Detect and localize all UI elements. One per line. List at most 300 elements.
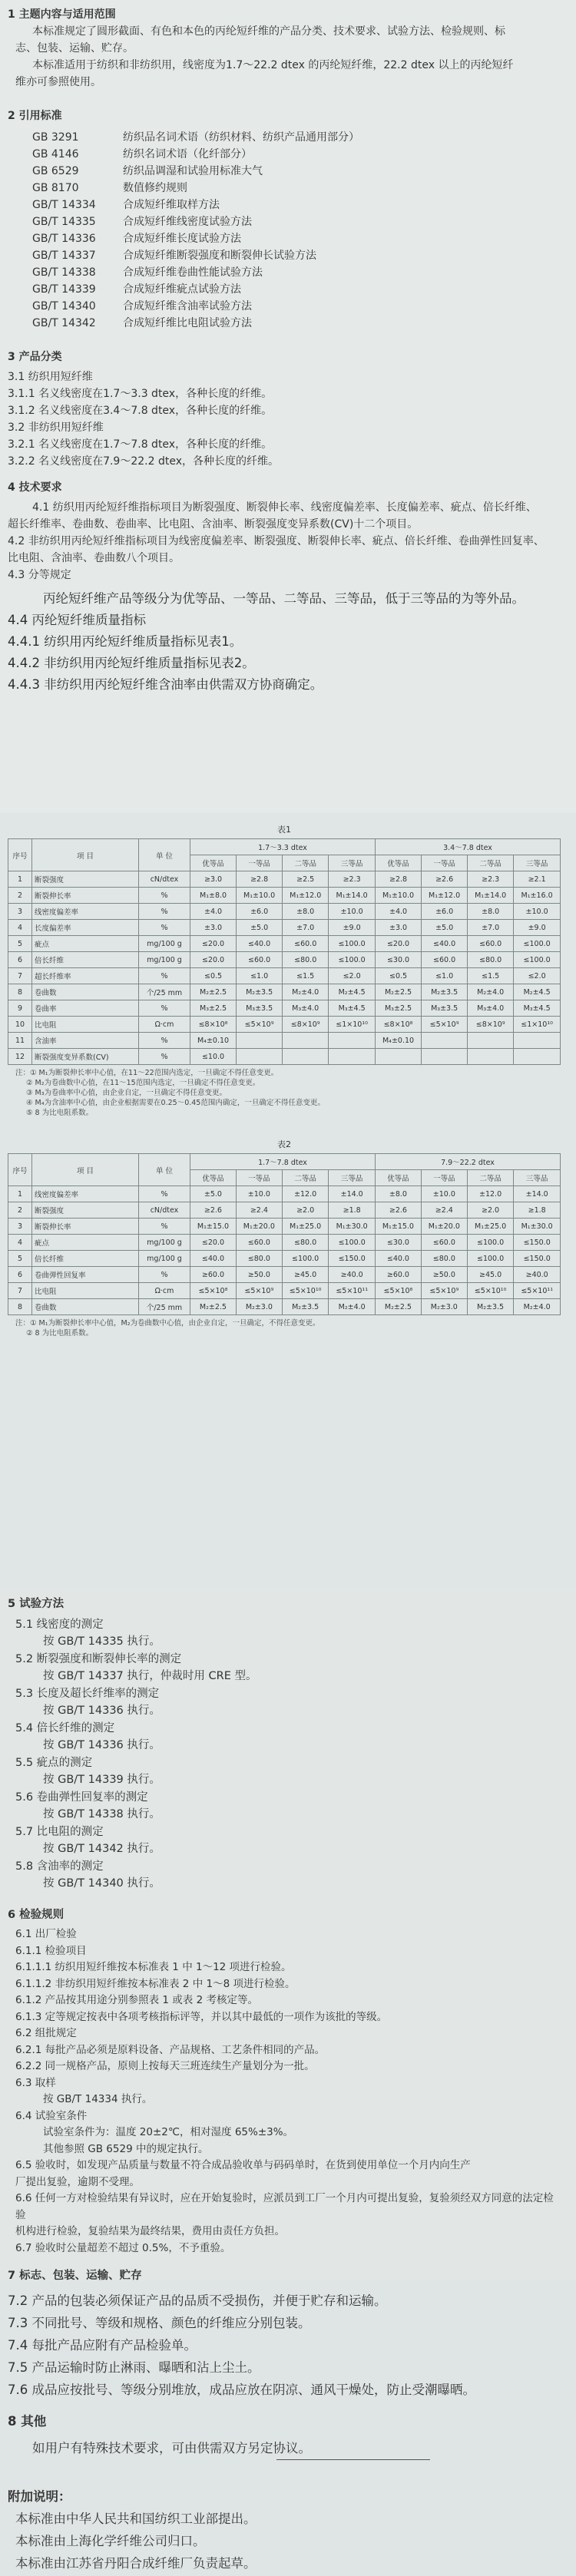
clause-detail: 其他参照 GB 6529 中的规定执行。	[43, 2142, 209, 2155]
clause: 5.7 比电阻的测定	[15, 1825, 104, 1838]
table-cell: M₃±4.5	[329, 1000, 376, 1017]
table-cell: M₁±25.0	[282, 1219, 329, 1235]
clause-detail: 按 GB/T 14340 执行。	[43, 1877, 161, 1890]
table-cell: ≤100.0	[329, 952, 376, 968]
table-cell: M₂±3.5	[282, 1299, 329, 1315]
table-cell: ≤5×10⁸	[190, 1283, 237, 1299]
table-2-notes	[15, 1318, 576, 1338]
clause: 机构进行检验，复验结果为最终结果，费用由责任方负担。	[15, 2225, 285, 2237]
table-1	[8, 838, 561, 1065]
table-cell: ≤100.0	[329, 936, 376, 952]
table-cell: ±8.0	[468, 904, 514, 920]
table-cell: M₂±3.5	[467, 1299, 514, 1315]
heading-classification: 3 产品分类	[8, 351, 62, 363]
table-cell: ≥2.6	[422, 871, 468, 888]
clause: 5.8 含油率的测定	[15, 1860, 104, 1873]
table-cell: ≤40.0	[237, 936, 283, 952]
clause-detail: 按 GB/T 14336 执行。	[43, 1739, 161, 1751]
table-cell: 卷曲率	[32, 1000, 139, 1017]
table-cell	[468, 1049, 514, 1065]
table-cell: ≥50.0	[421, 1267, 467, 1283]
table-row	[8, 936, 561, 952]
table-cell: ≤1.5	[468, 968, 514, 984]
paragraph: 本标准规定了圆形截面、有色和本色的丙纶短纤维的产品分类、技术要求、试验方法、检验规则、标	[32, 25, 505, 38]
table-row	[8, 1235, 561, 1251]
heading-test-methods: 5 试验方法	[8, 1598, 65, 1610]
table-cell: ±10.0	[329, 904, 376, 920]
table-cell: ±6.0	[237, 904, 283, 920]
table-cell	[329, 1049, 376, 1065]
table-cell: ≥2.3	[468, 871, 514, 888]
table-cell: %	[139, 1000, 190, 1017]
table-cell: 疵点	[32, 936, 139, 952]
table-cell: M₂±3.0	[421, 1299, 467, 1315]
table-cell: ≥2.6	[375, 1202, 421, 1219]
paragraph: 4.2 非纺织用丙纶短纤维指标项目为线密度偏差率、断裂强度、断裂伸长率、疵点、倍长纤维、卷曲弹性回复率、	[8, 535, 545, 547]
table-cell: ±5.0	[422, 920, 468, 936]
table-cell: M₃±4.0	[283, 1000, 329, 1017]
clause: 7.2 产品的包装必须保证产品的品质不受损伤，并便于贮存和运输。	[8, 2293, 387, 2308]
table-cell	[422, 1033, 468, 1049]
clause-detail: 按 GB/T 14338 执行。	[43, 1808, 161, 1820]
col-group-header: 1.7～3.3 dtex	[190, 839, 376, 855]
clause-detail: 按 GB/T 14339 执行。	[43, 1774, 161, 1786]
table-row	[8, 871, 561, 888]
table-cell: ≤100.0	[282, 1251, 329, 1267]
table-cell: 1	[8, 871, 32, 888]
table-cell: ±8.0	[283, 904, 329, 920]
table-cell: ≤1.0	[422, 968, 468, 984]
table-row	[8, 1017, 561, 1033]
clause-detail: 按 GB/T 14337 执行，仲裁时用 CRE 型。	[43, 1670, 257, 1682]
table-cell: ≤1×10¹⁰	[329, 1017, 376, 1033]
paragraph: 维亦可参照使用。	[15, 76, 101, 88]
table-cell	[329, 1033, 376, 1049]
table-cell: ≤40.0	[375, 1251, 421, 1267]
table-row	[8, 1299, 561, 1315]
table-cell	[237, 1049, 283, 1065]
table-cell: M₂±4.5	[329, 984, 376, 1000]
table-cell: M₁±20.0	[421, 1219, 467, 1235]
table-cell: 9	[8, 1000, 32, 1017]
table-cell: ≤8×10⁸	[375, 1017, 421, 1033]
clause: 7.5 产品运输时防止淋雨、曝晒和沾上尘土。	[8, 2360, 260, 2375]
section-tables	[0, 812, 576, 1588]
table-cell: 7	[8, 1283, 32, 1299]
table-cell: 4	[8, 920, 32, 936]
note-line: ⑤ 8 为比电阻系数。	[26, 1109, 94, 1117]
clause: 4.4.1 纺织用丙纶短纤维质量指标见表1。	[8, 634, 243, 649]
clause-detail: 试验室条件为：温度 20±2℃，相对湿度 65%±3%。	[43, 2126, 294, 2138]
table-cell: ≥40.0	[514, 1267, 561, 1283]
table-cell: ≤1×10¹⁰	[514, 1017, 561, 1033]
table-cell	[422, 1049, 468, 1065]
table-cell: ±6.0	[422, 904, 468, 920]
table-cell: ≤80.0	[236, 1251, 282, 1267]
table-cell: ≥2.8	[375, 871, 421, 888]
paragraph: 超长纤维率、卷曲数、卷曲率、比电阻、含油率、断裂强度变异系数(CV)十二个项目。	[8, 518, 419, 531]
table-cell: ≤60.0	[283, 936, 329, 952]
table-cell: ≤80.0	[283, 952, 329, 968]
table-cell: ≤1.0	[237, 968, 283, 984]
table-cell: ≤80.0	[282, 1235, 329, 1251]
table-cell: ≥1.8	[514, 1202, 561, 1219]
grade-header: 三等品	[329, 855, 376, 871]
table-cell: M₁±10.0	[375, 888, 421, 904]
table-cell: ±10.0	[514, 904, 561, 920]
table-2	[8, 1153, 561, 1315]
table-cell: %	[139, 1049, 190, 1065]
reference-item: GB 6529 纺织品调湿和试验用标准大气	[32, 165, 263, 177]
table-cell: ≤5×10⁹	[237, 1017, 283, 1033]
grade-header: 优等品	[375, 1170, 421, 1186]
grade-header: 二等品	[283, 855, 329, 871]
table-cell: ≤30.0	[375, 1235, 421, 1251]
table-cell: M₂±2.5	[190, 1299, 237, 1315]
paragraph: 志、包装、运输、贮存。	[15, 42, 134, 55]
table-cell: ≤1.5	[283, 968, 329, 984]
table-cell: ≥45.0	[282, 1267, 329, 1283]
clause: 6.1.1.2 非纺织用短纤维按本标准表 2 中 1～8 项进行检验。	[15, 1977, 296, 1990]
table-cell: ≤20.0	[190, 1235, 237, 1251]
clause: 7.3 不同批号、等级和规格、颜色的纤维应分别包装。	[8, 2316, 311, 2330]
clause-detail: 按 GB/T 14336 执行。	[43, 1705, 161, 1717]
col-group-header: 7.9～22.2 dtex	[375, 1154, 560, 1170]
paragraph: 如用户有特殊技术要求，可由供需双方另定协议。	[32, 2441, 311, 2455]
clause: 6.3 取样	[15, 2076, 56, 2089]
table-cell: ±4.0	[190, 904, 237, 920]
clause: 6.2.1 每批产品必须是原料设备、产品规格、工艺条件相同的产品。	[15, 2043, 326, 2056]
heading-marking-packaging: 7 标志、包装、运输、贮存	[8, 2270, 142, 2280]
table-cell: 疵点	[32, 1235, 139, 1251]
table-cell: ≤150.0	[514, 1251, 561, 1267]
table-cell: Ω·cm	[139, 1017, 190, 1033]
table-cell: 6	[8, 952, 32, 968]
table-cell: ≤80.0	[421, 1251, 467, 1267]
table-cell: ≥2.8	[237, 871, 283, 888]
table-cell: M₃±2.5	[190, 1000, 237, 1017]
table-cell: M₁±20.0	[236, 1219, 282, 1235]
clause: 4.4.2 非纺织用丙纶短纤维质量指标见表2。	[8, 656, 255, 670]
table-cell: ≤8×10⁹	[468, 1017, 514, 1033]
table-cell: M₃±2.5	[375, 1000, 421, 1017]
table-cell: %	[139, 1219, 190, 1235]
table-cell: 长度偏差率	[32, 920, 139, 936]
table-cell: ≤100.0	[514, 936, 561, 952]
table-cell: M₂±3.5	[237, 984, 283, 1000]
table-cell: M₁±15.0	[190, 1219, 237, 1235]
table-cell: M₁±14.0	[468, 888, 514, 904]
table-row	[8, 904, 561, 920]
clause: 6.1.2 产品按其用途分别参照表 1 或表 2 考核定等。	[15, 1994, 258, 2006]
table-cell	[237, 1033, 283, 1049]
table-cell: M₁±10.0	[237, 888, 283, 904]
table-cell: ≤5×10¹¹	[329, 1283, 376, 1299]
section-packaging-and-notes	[0, 2280, 576, 2576]
table-cell	[514, 1049, 561, 1065]
table-cell: ±7.0	[283, 920, 329, 936]
table-cell: M₄±0.10	[375, 1033, 421, 1049]
table-cell: M₁±12.0	[422, 888, 468, 904]
table-2-caption: 表2	[277, 1139, 291, 1149]
table-cell: %	[139, 904, 190, 920]
table-cell: ≤0.5	[190, 968, 237, 984]
col-header: 项 目	[32, 1154, 139, 1186]
table-cell: M₁±30.0	[514, 1219, 561, 1235]
grade-header: 优等品	[190, 855, 237, 871]
table-cell: ≤8×10⁸	[190, 1017, 237, 1033]
table-cell: %	[139, 920, 190, 936]
note-line: ③ M₃为卷曲率中心值，由企业自定，一旦确定不得任意变更。	[26, 1089, 227, 1097]
grade-header: 三等品	[514, 1170, 561, 1186]
table-cell: 6	[8, 1267, 32, 1283]
grade-header: 优等品	[190, 1170, 237, 1186]
heading-references: 2 引用标准	[8, 110, 62, 122]
table-cell: ≥40.0	[329, 1267, 376, 1283]
table-cell: %	[139, 968, 190, 984]
grade-header: 三等品	[514, 855, 561, 871]
table-cell: 倍长纤维	[32, 1251, 139, 1267]
table-row	[8, 1000, 561, 1017]
table-cell: ≤10.0	[190, 1049, 237, 1065]
table-cell: M₂±3.5	[422, 984, 468, 1000]
clause: 6.1.1 检验项目	[15, 1944, 87, 1957]
grade-header: 二等品	[468, 855, 514, 871]
clause: 7.6 成品应按批号、等级分别堆放，成品应放在阴凉、通风干燥处，防止受潮曝晒。	[8, 2383, 475, 2397]
table-cell: 2	[8, 1202, 32, 1219]
table-row	[8, 1202, 561, 1219]
table-1-notes	[15, 1068, 576, 1118]
paragraph: 本标准由中华人民共和国纺织工业部提出。	[15, 2512, 257, 2526]
table-cell: ≤100.0	[467, 1235, 514, 1251]
table-cell: 线密度偏差率	[32, 1186, 139, 1202]
table-cell: ≥50.0	[236, 1267, 282, 1283]
grade-header: 三等品	[329, 1170, 376, 1186]
table-cell: ≥1.8	[329, 1202, 376, 1219]
table-cell: 线密度偏差率	[32, 904, 139, 920]
clause-detail: 按 GB/T 14334 执行。	[43, 2093, 153, 2105]
col-header: 单 位	[139, 1154, 190, 1186]
table-cell: ±14.0	[329, 1186, 376, 1202]
table-cell: M₁±30.0	[329, 1219, 376, 1235]
table-cell: 比电阻	[32, 1283, 139, 1299]
clause: 6.1 出厂检验	[15, 1928, 77, 1940]
table-cell: 4	[8, 1235, 32, 1251]
table-cell: 断裂伸长率	[32, 1219, 139, 1235]
grade-header: 二等品	[467, 1170, 514, 1186]
reference-item: GB 4146 纺织名词术语（化纤部分）	[32, 148, 252, 160]
table-cell: ≤5×10¹⁰	[467, 1283, 514, 1299]
table-cell: mg/100 g	[139, 1251, 190, 1267]
table-cell: ≥60.0	[190, 1267, 237, 1283]
table-cell: ≤60.0	[422, 952, 468, 968]
table-cell: ±4.0	[375, 904, 421, 920]
table-cell: 3	[8, 904, 32, 920]
table-cell: 断裂强度	[32, 871, 139, 888]
table-cell: ≥2.5	[283, 871, 329, 888]
table-row	[8, 952, 561, 968]
reference-item: GB 8170 数值修约规则	[32, 182, 187, 194]
table-cell: %	[139, 1267, 190, 1283]
table-cell: %	[139, 888, 190, 904]
clause: 5.1 线密度的测定	[15, 1618, 104, 1631]
table-cell	[375, 1049, 421, 1065]
paragraph: 本标准由江苏省丹阳合成纤维厂负责起草。	[15, 2556, 257, 2571]
table-cell: mg/100 g	[139, 936, 190, 952]
note-line: 注：① M₁为断裂伸长率中心值，M₂为卷曲数中心值，由企业自定，一旦确定，不得任意变更。	[15, 1319, 320, 1328]
reference-item: GB/T 14342 合成短纤维比电阻试验方法	[32, 317, 252, 329]
table-cell: ≤0.5	[375, 968, 421, 984]
clause: 厂提出复验，逾期不受理。	[15, 2175, 140, 2188]
table-cell: ≤2.0	[514, 968, 561, 984]
clause: 5.5 疵点的测定	[15, 1756, 93, 1769]
reference-item: GB/T 14340 合成短纤维含油率试验方法	[32, 300, 252, 312]
clause-detail: 按 GB/T 14335 执行。	[43, 1635, 161, 1648]
clause: 6.1.1.1 纺织用短纤维按本标准表 1 中 1～12 项进行检验。	[15, 1961, 292, 1973]
table-cell: ≥45.0	[467, 1267, 514, 1283]
clause: 3.2.1 名义线密度在1.7～7.8 dtex，各种长度的纤维。	[8, 438, 273, 451]
table-cell: M₂±4.0	[514, 1299, 561, 1315]
clause: 6.2 组批规定	[15, 2027, 77, 2039]
clause: 4.3 分等规定	[8, 569, 71, 581]
table-row	[8, 1219, 561, 1235]
reference-item: GB/T 14336 合成短纤维长度试验方法	[32, 233, 241, 245]
table-cell: M₁±12.0	[283, 888, 329, 904]
table-row	[8, 1186, 561, 1202]
table-cell: ≤20.0	[375, 936, 421, 952]
table-cell: ≤5×10¹⁰	[282, 1283, 329, 1299]
table-cell: ±3.0	[375, 920, 421, 936]
table-cell: 3	[8, 1219, 32, 1235]
table-cell: ≤100.0	[329, 1235, 376, 1251]
clause: 4.4 丙纶短纤维质量指标	[8, 613, 146, 627]
table-cell: M₂±2.5	[375, 984, 421, 1000]
grade-header: 二等品	[282, 1170, 329, 1186]
table-cell: ≤8×10⁹	[283, 1017, 329, 1033]
table-cell: M₃±4.5	[514, 1000, 561, 1017]
table-cell: M₂±3.0	[236, 1299, 282, 1315]
clause: 6.2.2 同一规格产品，原则上按每天三班连续生产量划分为一批。	[15, 2060, 315, 2072]
clause: 6.6 任何一方对检验结果有异议时，应在开始复验时，应派员到工厂一个月内可提出复验，复验须经双方同意的法定检验	[15, 2192, 554, 2221]
table-cell: 2	[8, 888, 32, 904]
table-cell: 5	[8, 936, 32, 952]
table-cell: mg/100 g	[139, 952, 190, 968]
table-cell: ≤150.0	[329, 1251, 376, 1267]
grade-header: 一等品	[237, 855, 283, 871]
table-cell: 1	[8, 1186, 32, 1202]
grade-header: 优等品	[375, 855, 421, 871]
table-cell: ≤60.0	[421, 1235, 467, 1251]
table-row	[8, 1283, 561, 1299]
table-cell: 5	[8, 1251, 32, 1267]
table-cell: M₄±0.10	[190, 1033, 237, 1049]
table-cell: M₃±3.5	[237, 1000, 283, 1017]
table-cell: 断裂强度变异系数(CV)	[32, 1049, 139, 1065]
clause: 6.1.3 定等规定按表中各项考核指标评等，并以其中最低的一项作为该批的等级。	[15, 2010, 388, 2023]
clause: 3.1.1 名义线密度在1.7～3.3 dtex，各种长度的纤维。	[8, 388, 273, 400]
heading-scope: 1 主题内容与适用范围	[8, 8, 116, 21]
table-cell: ≤40.0	[422, 936, 468, 952]
grade-header: 一等品	[422, 855, 468, 871]
table-cell: M₂±4.0	[468, 984, 514, 1000]
table-cell: M₁±15.0	[375, 1219, 421, 1235]
table-cell: 7	[8, 968, 32, 984]
table-cell: %	[139, 1186, 190, 1202]
table-cell: ≤2.0	[329, 968, 376, 984]
clause: 5.6 卷曲弹性回复率的测定	[15, 1791, 148, 1804]
table-cell: ≥2.4	[236, 1202, 282, 1219]
table-cell: ±12.0	[467, 1186, 514, 1202]
table-cell: ±9.0	[329, 920, 376, 936]
table-1-caption: 表1	[277, 825, 291, 835]
col-group-header: 1.7～7.8 dtex	[190, 1154, 376, 1170]
table-cell: ≤20.0	[190, 936, 237, 952]
note-line: 注：① M₁为断裂伸长率中心值，在11～22范围内选定，一旦确定不得任意变更。	[15, 1069, 279, 1077]
clause: 3.2.2 名义线密度在7.9～22.2 dtex，各种长度的纤维。	[8, 455, 279, 468]
table-cell: 个/25 mm	[139, 984, 190, 1000]
col-group-header: 3.4～7.8 dtex	[375, 839, 560, 855]
table-cell	[514, 1033, 561, 1049]
reference-item: GB 3291 纺织品名词术语（纺织材料、纺织产品通用部分）	[32, 131, 359, 144]
paragraph: 比电阻、含油率、卷曲数八个项目。	[8, 552, 180, 564]
clause: 7.4 每批产品应附有产品检验单。	[8, 2338, 197, 2353]
table-cell: 8	[8, 984, 32, 1000]
table-cell: ±8.0	[375, 1186, 421, 1202]
table-cell: ±5.0	[237, 920, 283, 936]
paragraph: 本标准由上海化学纤维公司归口。	[15, 2534, 206, 2548]
col-header: 单 位	[139, 839, 190, 871]
table-cell: ±14.0	[514, 1186, 561, 1202]
table-cell: ≤5×10⁸	[375, 1283, 421, 1299]
table-cell: M₁±14.0	[329, 888, 376, 904]
table-cell: ≥3.0	[190, 871, 237, 888]
table-cell: %	[139, 1033, 190, 1049]
table-row	[8, 920, 561, 936]
table-cell: 11	[8, 1033, 32, 1049]
table-cell: 含油率	[32, 1033, 139, 1049]
section-test-methods-and-inspection	[0, 1588, 576, 2280]
note-line: ④ M₄为含油率中心值，由企业根据需要在0.25～0.45范围内确定，一旦确定不得任意变更。	[26, 1099, 325, 1107]
table-cell: M₂±2.5	[375, 1299, 421, 1315]
table-row	[8, 1267, 561, 1283]
heading-others: 8 其他	[8, 2414, 47, 2429]
table-cell: M₂±2.5	[190, 984, 237, 1000]
table-cell: ≤150.0	[514, 1235, 561, 1251]
table-cell: 倍长纤维	[32, 952, 139, 968]
table-cell: M₁±8.0	[190, 888, 237, 904]
heading-technical-requirements: 4 技术要求	[8, 481, 62, 494]
table-cell	[283, 1049, 329, 1065]
table-cell: ≥2.1	[514, 871, 561, 888]
note-line: ② M₂为卷曲数中心值，在11～15范围内选定，一旦确定不得任意变更。	[26, 1079, 260, 1087]
table-cell: M₃±4.0	[468, 1000, 514, 1017]
table-cell: ≥2.3	[329, 871, 376, 888]
table-cell: M₁±25.0	[467, 1219, 514, 1235]
reference-item: GB/T 14339 合成短纤维疵点试验方法	[32, 283, 241, 296]
table-cell: ≤80.0	[468, 952, 514, 968]
col-header: 项 目	[32, 839, 139, 871]
note-line: ② 8 为比电阻系数。	[26, 1329, 94, 1338]
col-header: 序号	[8, 839, 32, 871]
clause: 5.4 倍长纤维的测定	[15, 1721, 115, 1734]
paragraph: 4.1 纺织用丙纶短纤维指标项目为断裂强度、断裂伸长率、线密度偏差率、长度偏差率、疵点、倍长纤维、	[32, 501, 537, 514]
table-row	[8, 1033, 561, 1049]
table-cell: ±10.0	[236, 1186, 282, 1202]
reference-item: GB/T 14334 合成短纤维取样方法	[32, 199, 220, 211]
table-cell: ≥2.0	[467, 1202, 514, 1219]
table-cell	[283, 1033, 329, 1049]
table-cell: ≤100.0	[467, 1251, 514, 1267]
